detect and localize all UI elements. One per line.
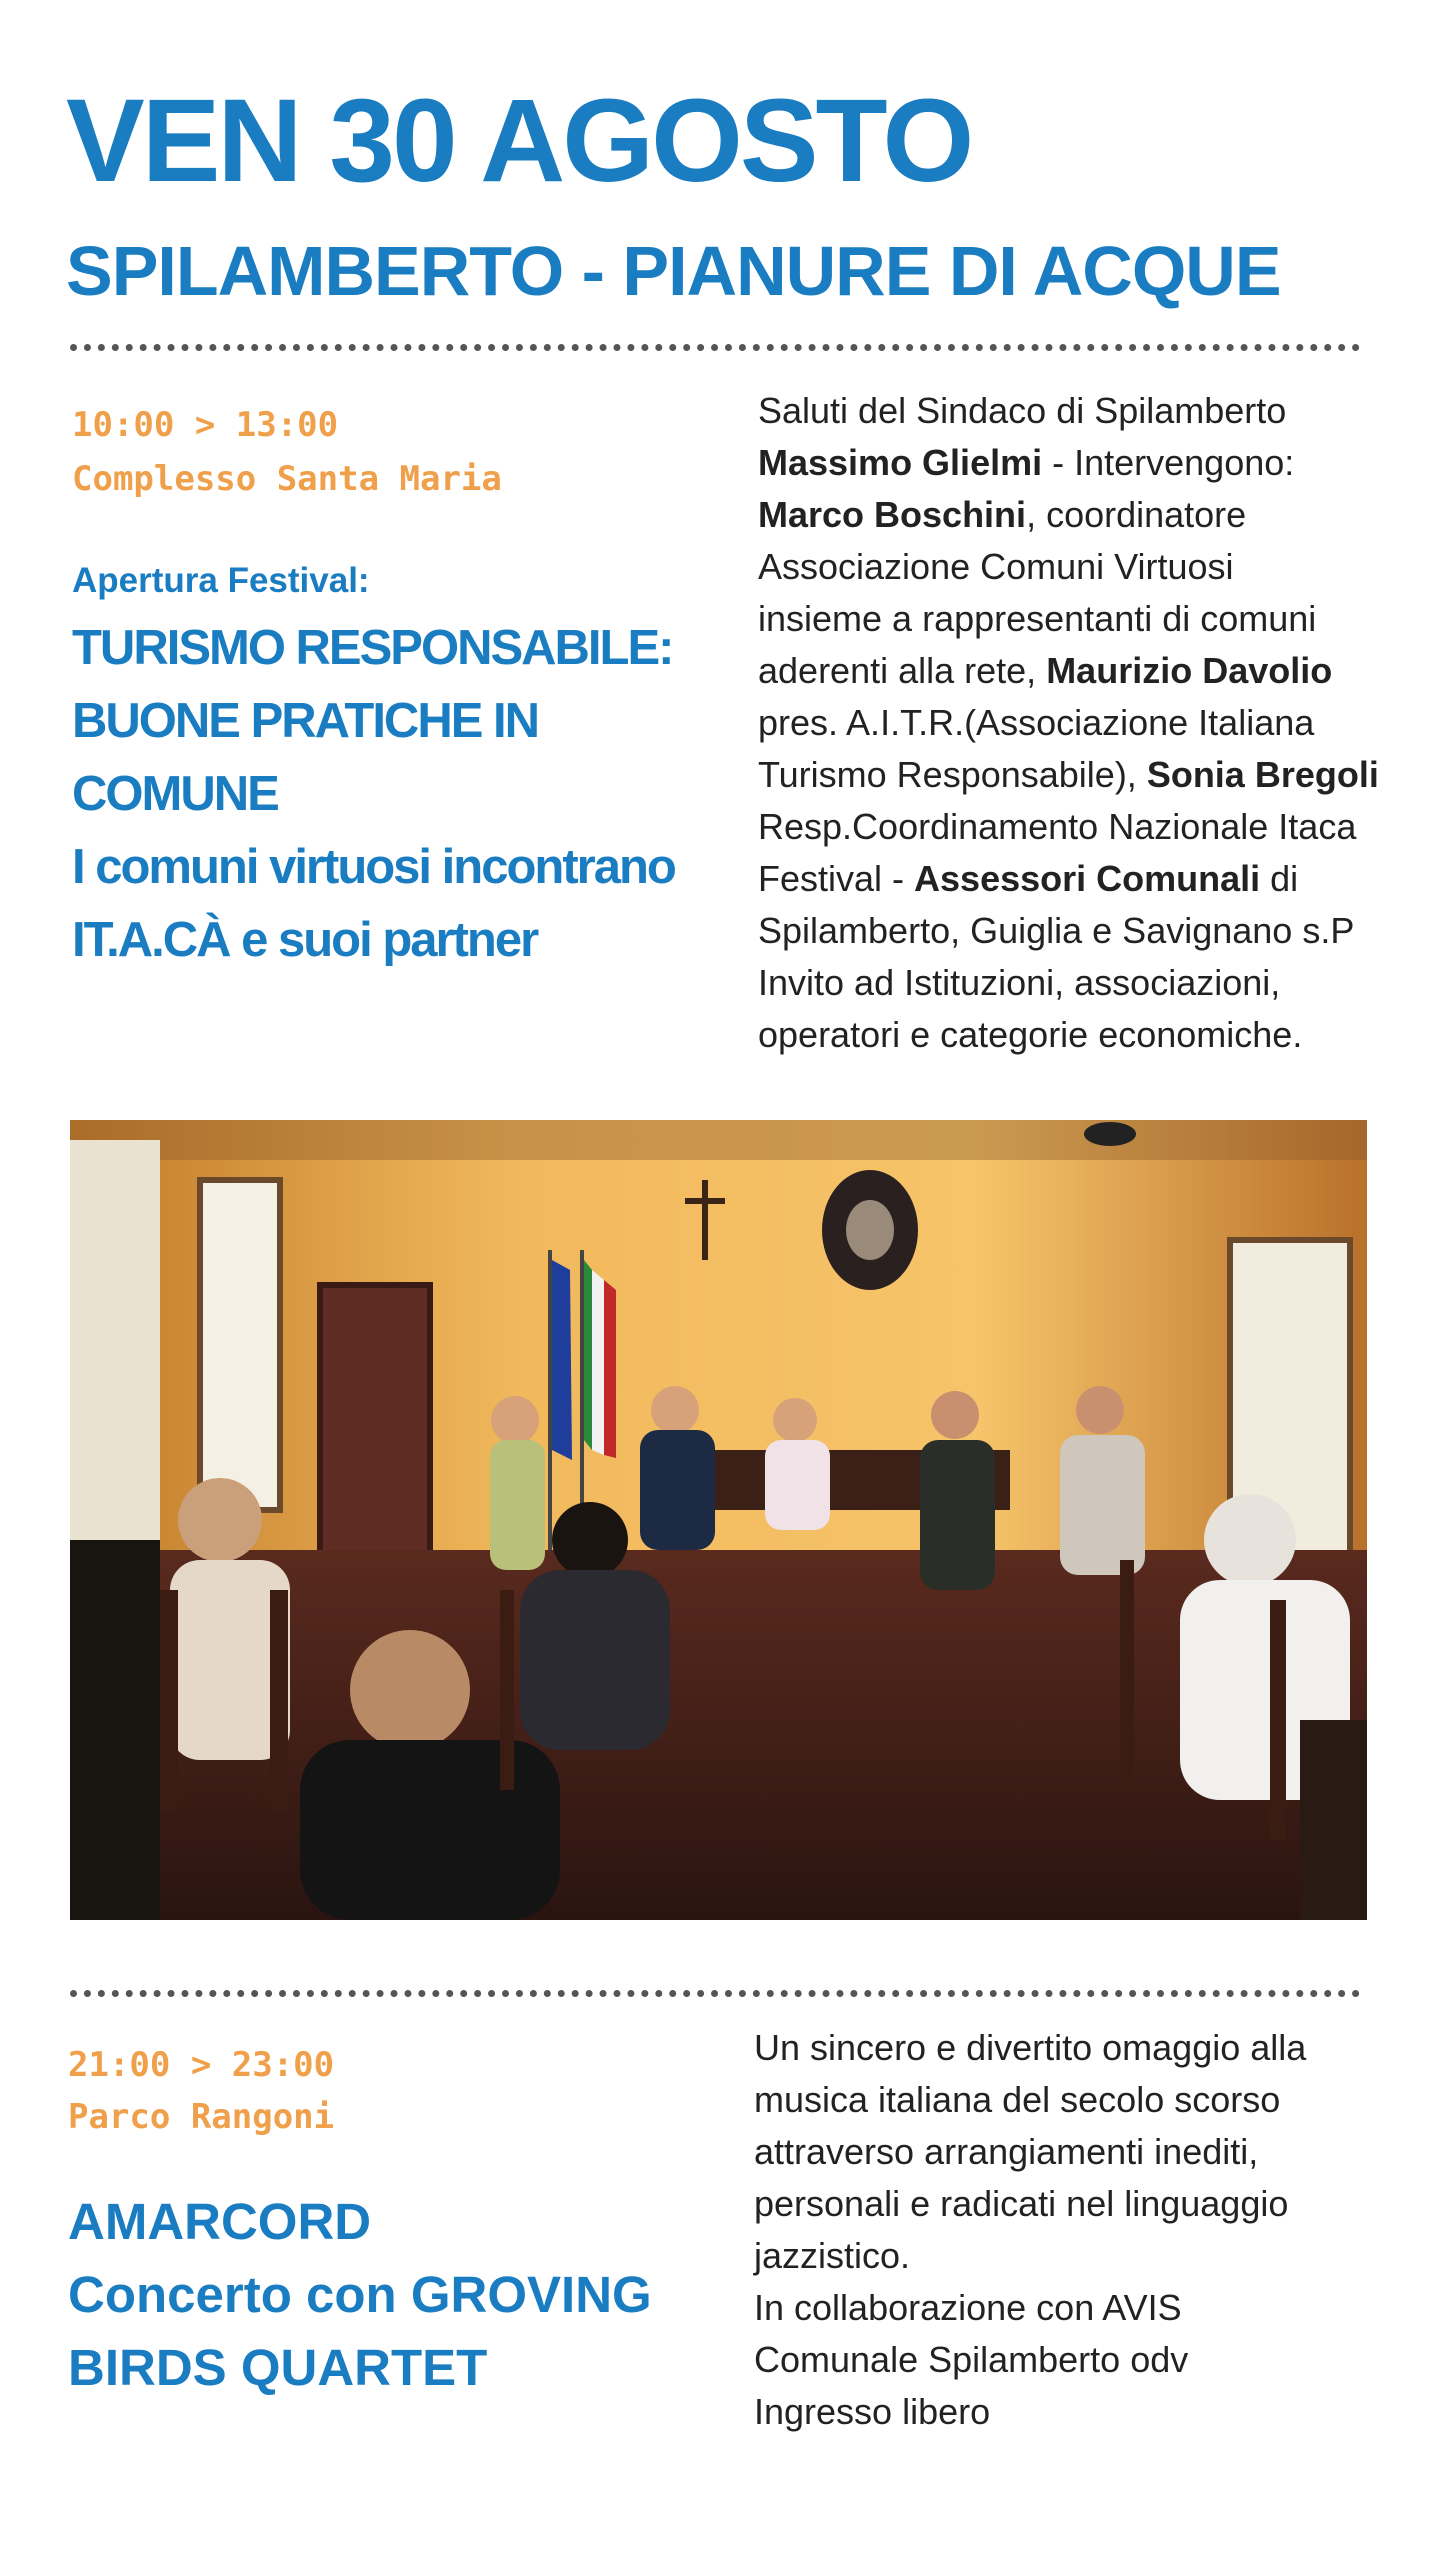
description-line: personali e radicati nel linguaggio	[754, 2183, 1289, 2224]
divider	[70, 344, 1360, 351]
meeting-room-photo	[70, 1120, 1367, 1920]
description-text: - Intervengono:	[1042, 442, 1295, 483]
event-title-line: AMARCORD	[68, 2193, 372, 2250]
description-line	[758, 749, 1379, 801]
description-text: operatori e categorie economiche.	[758, 1014, 1303, 1055]
event-title-line: TURISMO RESPONSABILE:	[72, 621, 673, 675]
description-line	[758, 385, 1379, 437]
description-text: Associazione Comuni Virtuosi	[758, 546, 1234, 587]
divider	[70, 1990, 1360, 1997]
description-line: Comunale Spilamberto odv	[754, 2339, 1189, 2380]
description-text: insieme a rappresentanti di comuni	[758, 598, 1317, 639]
description-text: Spilamberto, Guiglia e Savignano s.P	[758, 910, 1355, 951]
description-bold-text: Marco Boschini	[758, 494, 1027, 535]
event-venue: Complesso Santa Maria	[72, 459, 502, 499]
description-line	[758, 541, 1379, 593]
description-line	[758, 645, 1379, 697]
event-venue: Parco Rangoni	[68, 2097, 335, 2137]
description-line	[758, 437, 1379, 489]
description-bold-text: Sonia Bregoli	[1146, 754, 1379, 795]
event-description	[758, 385, 1379, 1061]
event-photo	[70, 1120, 1367, 1920]
description-text: Invito ad Istituzioni, associazioni,	[758, 962, 1281, 1003]
description-text: , coordinatore	[1026, 494, 1247, 535]
event-title-line: Concerto con GROVING	[68, 2266, 652, 2323]
description-text: pres. A.I.T.R.(Associazione Italiana	[758, 702, 1315, 743]
description-bold-text: Massimo Glielmi	[758, 442, 1043, 483]
description-line	[758, 1009, 1379, 1061]
description-bold-text: Assessori Comunali	[914, 858, 1261, 899]
description-line	[758, 957, 1379, 1009]
event-title-line: BIRDS QUARTET	[68, 2339, 488, 2396]
description-line	[758, 593, 1379, 645]
description-line	[758, 801, 1379, 853]
description-text: Saluti del Sindaco di Spilamberto	[758, 390, 1287, 431]
event-time: 10:00 > 13:00	[72, 405, 339, 445]
description-line: Un sincero e divertito omaggio alla	[754, 2027, 1307, 2068]
page-subtitle: SPILAMBERTO - PIANURE DI ACQUE	[66, 232, 1281, 310]
event-title-line: BUONE PRATICHE IN	[72, 694, 539, 748]
description-line	[758, 853, 1379, 905]
description-line	[758, 905, 1379, 957]
description-bold-text: Maurizio Davolio	[1046, 650, 1333, 691]
description-text: Resp.Coordinamento Nazionale Itaca	[758, 806, 1357, 847]
description-text: di	[1260, 858, 1299, 899]
event-time: 21:00 > 23:00	[68, 2045, 335, 2085]
event-description	[754, 2022, 1306, 2438]
description-text: aderenti alla rete,	[758, 650, 1047, 691]
event-title-line: IT.A.CÀ e suoi partner	[72, 913, 538, 967]
event-title	[68, 2185, 652, 2404]
description-line	[758, 697, 1379, 749]
description-line: Ingresso libero	[754, 2391, 991, 2432]
description-text: Turismo Responsabile),	[758, 754, 1147, 795]
event-title-line: I comuni virtuosi incontrano	[72, 840, 675, 894]
page-title: VEN 30 AGOSTO	[66, 75, 972, 207]
event-title	[72, 612, 692, 977]
description-line: attraverso arrangiamenti inediti,	[754, 2131, 1259, 2172]
description-line: In collaborazione con AVIS	[754, 2287, 1182, 2328]
description-line: jazzistico.	[754, 2235, 911, 2276]
event-title-line: COMUNE	[72, 767, 278, 821]
event-label: Apertura Festival:	[72, 561, 370, 600]
description-text: Festival -	[758, 858, 915, 899]
description-line: musica italiana del secolo scorso	[754, 2079, 1281, 2120]
description-line	[758, 489, 1379, 541]
